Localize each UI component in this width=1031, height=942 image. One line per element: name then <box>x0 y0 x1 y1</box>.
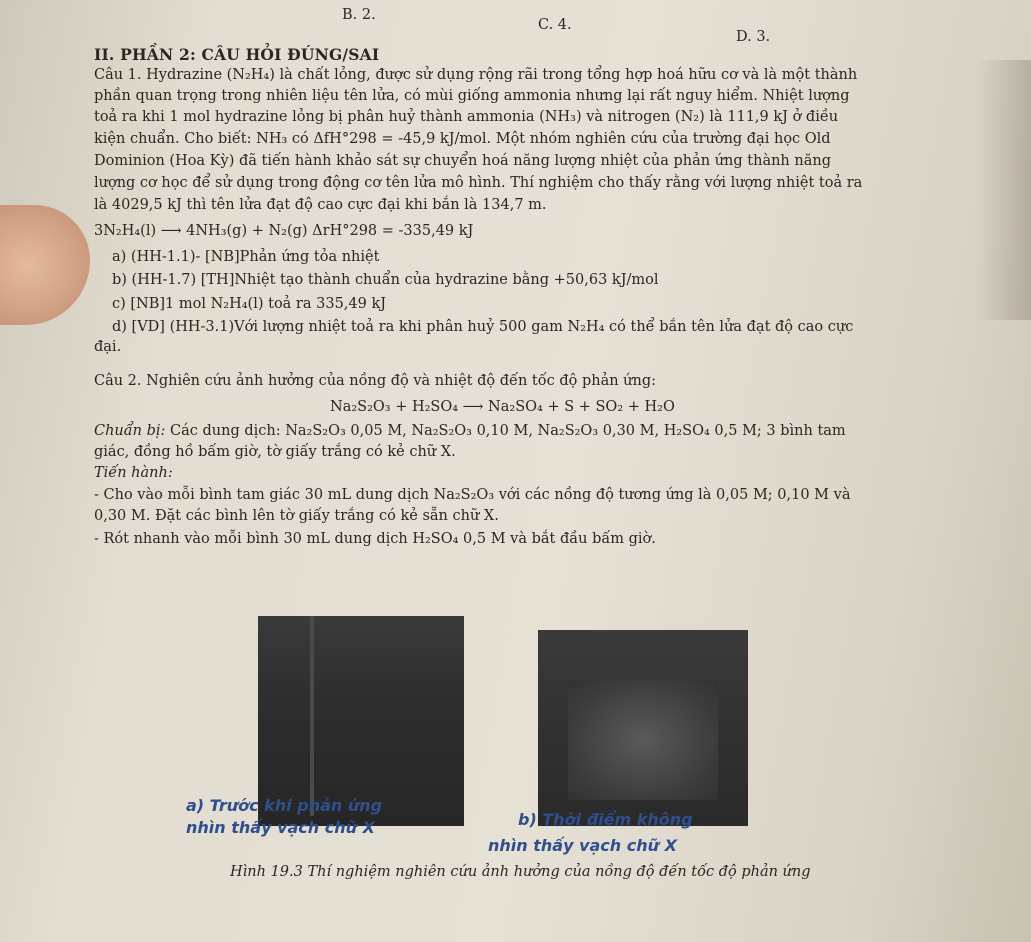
q1-option-c: c) [NB]1 mol N₂H₄(l) toả ra 335,49 kJ <box>112 296 387 312</box>
q2-equation: Na₂S₂O₃ + H₂SO₄ ⟶ Na₂SO₄ + S + SO₂ + H₂O <box>330 399 675 415</box>
caption-a-line-2: nhìn thấy vạch chữ X <box>186 818 375 837</box>
q1-equation: 3N₂H₄(l) ⟶ 4NH₃(g) + N₂(g) ΔrH°298 = -335,49 kJ <box>94 223 474 239</box>
q1-line-6: lượng cơ học để sử dụng trong động cơ tên lửa mô hình. Thí nghiệm cho thấy rằng với lượng nhiệt toả ra <box>94 175 863 191</box>
q1-line-1: Câu 1. Hydrazine (N₂H₄) là chất lỏng, được sử dụng rộng rãi trong tổng hợp hoá hữu cơ và là một thành <box>94 67 858 83</box>
q2-intro: Câu 2. Nghiên cứu ảnh hưởng của nồng độ và nhiệt độ đến tốc độ phản ứng: <box>94 373 657 389</box>
q2-prep-cont: giác, đồng hồ bấm giờ, tờ giấy trắng có kẻ chữ X. <box>94 444 456 460</box>
option-d: D. 3. <box>736 29 771 45</box>
q1-line-5: Dominion (Hoa Kỳ) đã tiến hành khảo sát sự chuyển hoá năng lượng nhiệt của phản ứng thành năng <box>94 153 831 169</box>
q1-option-a: a) (HH-1.1)- [NB]Phản ứng tỏa nhiệt <box>112 249 380 265</box>
q1-line-7: là 4029,5 kJ thì tên lửa đạt độ cao cực đại khi bắn là 134,7 m. <box>94 197 547 213</box>
figure-caption: Hình 19.3 Thí nghiệm nghiên cứu ảnh hưởng của nồng độ đến tốc độ phản ứng <box>230 864 811 880</box>
option-b: B. 2. <box>342 7 376 23</box>
caption-a-line-1: a) Trước khi phản ứng <box>186 796 383 815</box>
caption-b-line-1: b) Thời điểm không <box>518 810 693 829</box>
option-c: C. 4. <box>538 17 572 33</box>
q1-line-3: toả ra khi 1 mol hydrazine lỏng bị phân huỷ thành ammonia (NH₃) và nitrogen (N₂) là 111,9 kJ ở điều <box>94 109 839 125</box>
q1-line-2: phần quan trọng trong nhiên liệu tên lửa, có mùi giống ammonia nhưng lại rất nguy hiểm. Nhiệt lượng <box>94 88 850 104</box>
caption-b-line-2: nhìn thấy vạch chữ X <box>488 836 677 855</box>
q1-line-4: kiện chuẩn. Cho biết: NH₃ có ΔfH°298 = -45,9 kJ/mol. Một nhóm nghiên cứu của trường đại học Old <box>94 131 831 147</box>
q1-option-b: b) (HH-1.7) [TH]Nhiệt tạo thành chuẩn của hydrazine bằng +50,63 kJ/mol <box>112 272 659 288</box>
page-edge-shadow <box>976 60 1031 320</box>
q2-step-2: - Rót nhanh vào mỗi bình 30 mL dung dịch H₂SO₄ 0,5 M và bắt đầu bấm giờ. <box>94 531 656 547</box>
q1-option-d-cont: đại. <box>94 339 122 355</box>
prep-text: Các dung dịch: Na₂S₂O₃ 0,05 M, Na₂S₂O₃ 0,10 M, Na₂S₂O₃ 0,30 M, H₂SO₄ 0,5 M; 3 bình tam <box>165 423 846 439</box>
q2-step-1-cont: 0,30 M. Đặt các bình lên tờ giấy trắng có kẻ sẵn chữ X. <box>94 508 499 524</box>
prep-label: Chuẩn bị: <box>94 423 166 439</box>
q2-prep <box>94 422 846 440</box>
q2-procedure-label: Tiến hành: <box>94 465 173 481</box>
q1-option-d: d) [VD] (HH-3.1)Với lượng nhiệt toả ra khi phân huỷ 500 gam N₂H₄ có thể bắn tên lửa đạt độ cao cực <box>112 319 854 335</box>
figure-photo-b <box>538 630 748 826</box>
q2-step-1: - Cho vào mỗi bình tam giác 30 mL dung dịch Na₂S₂O₃ với các nồng độ tương ứng là 0,05 M; 0,10 M và <box>94 487 851 503</box>
section-title: II. PHẦN 2: CÂU HỎI ĐÚNG/SAI <box>94 45 380 64</box>
figure-photo-a <box>258 616 464 826</box>
